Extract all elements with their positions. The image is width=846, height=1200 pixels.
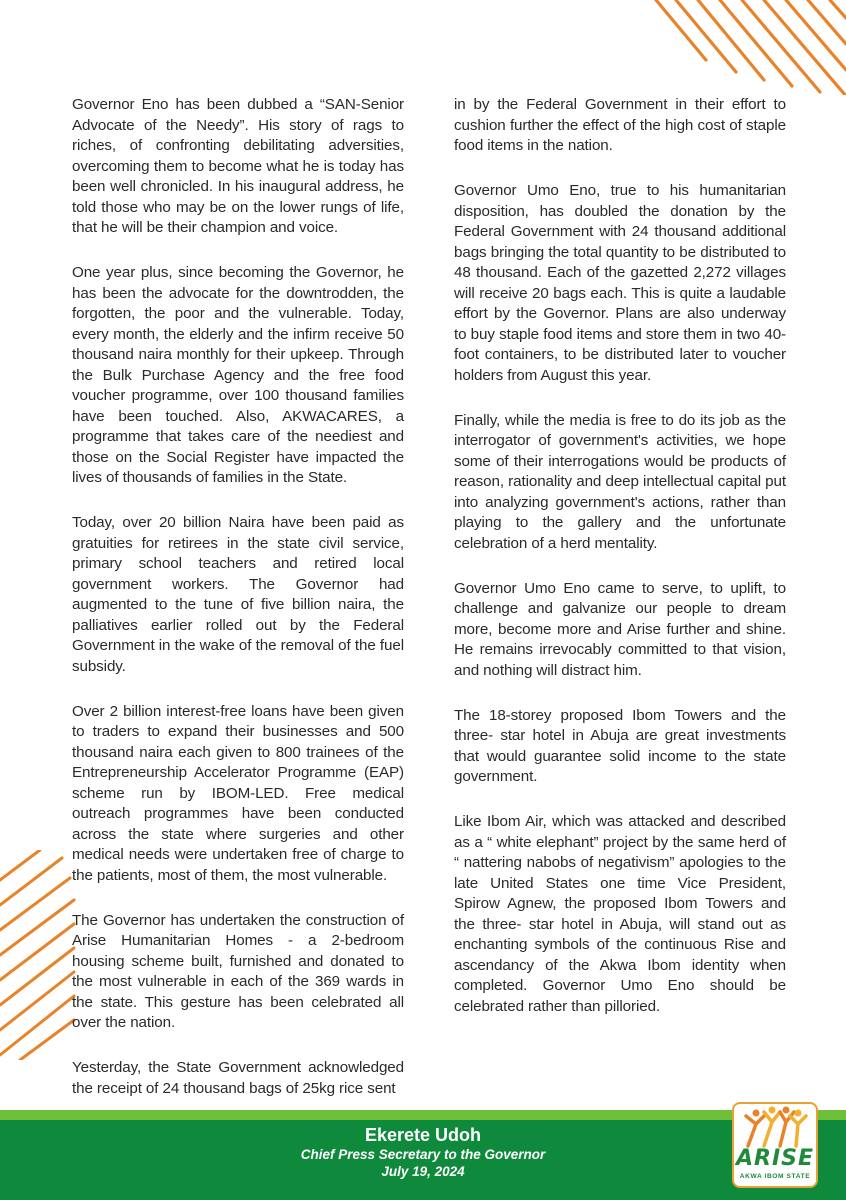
paragraph: Like Ibom Air, which was attacked and described as a “ white elephant” project by the same herd of “ nattering nabobs of negativism” apologies to the late United States one time Vice President, Spirow Agnew, the proposed Ibom Towers and the three- star hotel in Abuja, will stand out as enchanting symbols of the continuous Rise and ascendancy of the Akwa Ibom identity when completed. Governor Umo Eno should be celebrated rather than pilloried. (454, 813, 786, 1015)
paragraph: Governor Umo Eno, true to his humanitarian disposition, has doubled the donation by the Federal Government with 24 thousand additional bags bringing the total quantity to be distributed to 48 thousand. Each of the gazetted 2,272 villages will receive 20 bags each. This is quite a laudable effort by the Governor. Plans are also underway to buy staple food items and store them in two 40-foot containers, to be distributed later to voucher holders from August this year. (454, 182, 786, 384)
footer-accent-stripe (0, 1110, 846, 1120)
paragraph: in by the Federal Government in their effort to cushion further the effect of the high cost of staple food items in the nation. (454, 96, 786, 154)
paragraph: Governor Umo Eno came to serve, to uplift, to challenge and galvanize our people to dream more, become more and Arise further and shine. He remains irrevocably committed to that vision, and nothing will distract him. (454, 579, 786, 679)
paragraph: The 18-storey proposed Ibom Towers and the three- star hotel in Abuja are great investments that would guarantee solid income to the state government. (454, 706, 786, 786)
paragraph: The Governor has undertaken the construction of Arise Humanitarian Homes - a 2-bedroom housing scheme built, furnished and donated to the most vulnerable in each of the 369 wards in the state. This gesture has been celebrated all over the nation. (72, 911, 404, 1032)
author-title: Chief Press Secretary to the Governor (300, 1147, 546, 1162)
paragraph: Today, over 20 billion Naira have been paid as gratuities for retirees in the state civil service, primary school teachers and retired local government workers. The Governor had augmented to the tune of five billion naira, the palliatives earlier rolled out by the Federal Government in the wake of the removal of the fuel subsidy. (72, 514, 404, 675)
logo-subtitle: AKWA IBOM STATE (739, 1173, 811, 1180)
paragraph: One year plus, since becoming the Governor, he has been the advocate for the downtrodden, the forgotten, the poor and the vulnerable. Today, every month, the elderly and the infirm receive 50 thousand naira monthly for their upkeep. Through the Bulk Purchase Agency and the free food voucher programme, over 100 thousand families have been touched. Also, AKWACARES, a programme that takes care of the neediest and those on the Social Register have impacted the lives of thousands of families in the State. (72, 264, 404, 487)
arise-logo (732, 1102, 818, 1188)
paragraph: Over 2 billion interest-free loans have been given to traders to expand their businesses and 500 thousand naira each given to 800 trainees of the Entrepreneurship Accelerator Programme (EAP) scheme run by IBOM-LED. Free medical outreach programmes have been conducted across the state where surgeries and other medical needs were undertaken free of charge to the patients, most of them, the most vulnerable. (72, 702, 404, 884)
article-body (72, 95, 786, 1124)
publication-date: July 19, 2024 (381, 1164, 465, 1179)
author-name: Ekerete Udoh (364, 1125, 482, 1145)
paragraph: Finally, while the media is free to do its job as the interrogator of government's activities, we hope some of their interrogations would be products of reason, rationality and deep intellectual capital put into analyzing government's actions, rather than playing to the gallery and the unfortunate celebration of a herd mentality. (454, 411, 786, 552)
signature-block (0, 1124, 846, 1180)
footer-band (0, 1110, 846, 1200)
paragraph: Yesterday, the State Government acknowledged the receipt of 24 thousand bags of 25kg rice sent (72, 1059, 404, 1097)
decorative-stripes-top (636, 0, 846, 95)
left-column (72, 95, 404, 1124)
logo-wordmark: ARISE (735, 1146, 815, 1171)
people-figures-icon (734, 1104, 816, 1150)
right-column (454, 95, 786, 1124)
paragraph: Governor Eno has been dubbed a “SAN-Senior Advocate of the Needy”. His story of rags to riches, of confronting debilitating adversities, overcoming them to become what he is today has been well chronicled. In his inaugural address, he told those who may be on the lower rungs of life, that he will be their champion and voice. (72, 96, 404, 236)
